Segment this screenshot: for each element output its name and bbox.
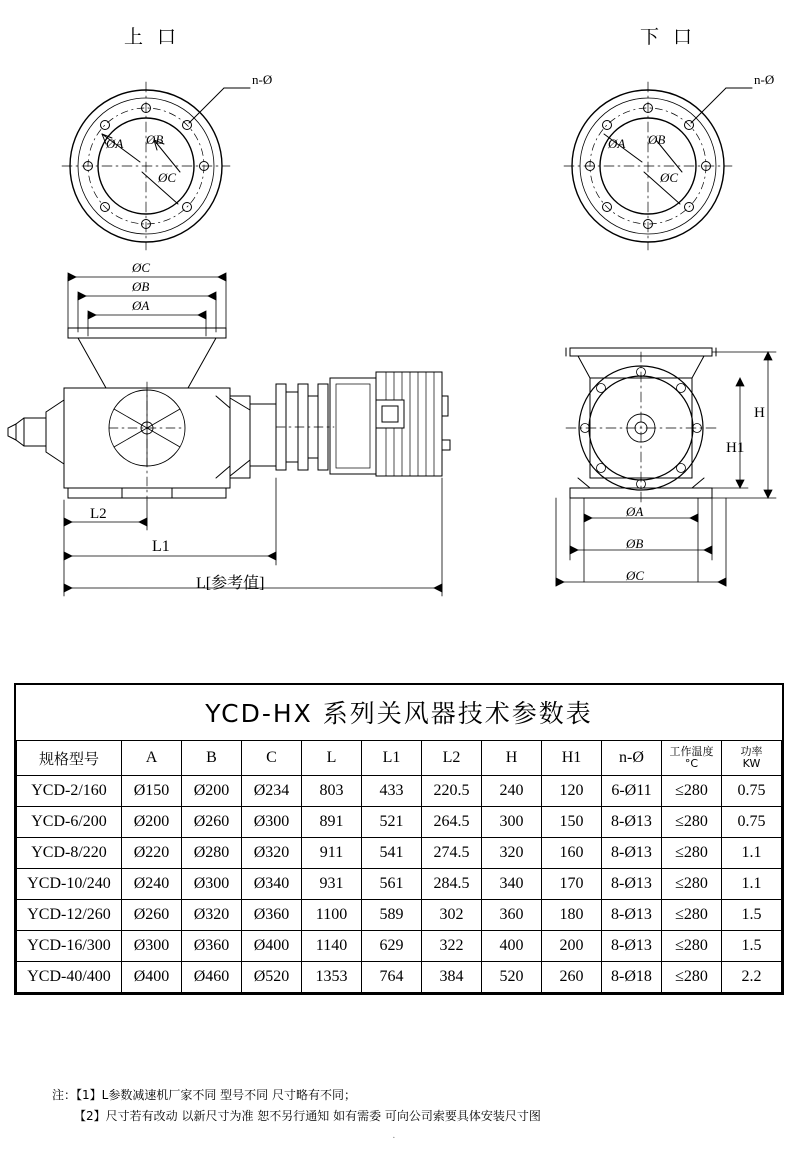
cell-temp: ≤280 bbox=[662, 962, 722, 993]
cell-c: Ø400 bbox=[242, 931, 302, 962]
dim-label-dia-c-end: ØC bbox=[626, 568, 645, 583]
cell-n: 8-Ø18 bbox=[602, 962, 662, 993]
cell-model: YCD-12/260 bbox=[17, 900, 122, 931]
cell-l: 1353 bbox=[302, 962, 362, 993]
th-a: A bbox=[122, 741, 182, 776]
dim-label-l: L[参考值] bbox=[196, 575, 265, 592]
cell-a: Ø300 bbox=[122, 931, 182, 962]
note-line-1: 注：【1】L参数减速机厂家不同 型号不同 尺寸略有不同； bbox=[52, 1088, 356, 1102]
cell-temp: ≤280 bbox=[662, 807, 722, 838]
cell-kw: 1.5 bbox=[722, 900, 782, 931]
cell-l1: 521 bbox=[362, 807, 422, 838]
cell-h1: 160 bbox=[542, 838, 602, 869]
view-title-bottom-port: 下 口 bbox=[640, 26, 697, 48]
th-h1: H1 bbox=[542, 741, 602, 776]
cell-h: 520 bbox=[482, 962, 542, 993]
cell-l: 1100 bbox=[302, 900, 362, 931]
cell-h: 300 bbox=[482, 807, 542, 838]
coupling bbox=[276, 384, 334, 470]
cell-l1: 561 bbox=[362, 869, 422, 900]
cell-l2: 220.5 bbox=[422, 776, 482, 807]
cell-model: YCD-10/240 bbox=[17, 869, 122, 900]
cell-h1: 120 bbox=[542, 776, 602, 807]
cell-c: Ø340 bbox=[242, 869, 302, 900]
note-line-2: 【2】尺寸若有改动 以新尺寸为准 恕不另行通知 如有需委 可向公司索要具体安装尺寸图 bbox=[74, 1109, 541, 1123]
spec-table bbox=[16, 740, 782, 993]
cell-b: Ø320 bbox=[182, 900, 242, 931]
cell-a: Ø200 bbox=[122, 807, 182, 838]
cell-a: Ø260 bbox=[122, 900, 182, 931]
cell-l: 803 bbox=[302, 776, 362, 807]
cell-b: Ø300 bbox=[182, 869, 242, 900]
table-row bbox=[17, 869, 782, 900]
cell-kw: 0.75 bbox=[722, 776, 782, 807]
cell-l2: 284.5 bbox=[422, 869, 482, 900]
cell-l1: 629 bbox=[362, 931, 422, 962]
spec-table-container bbox=[14, 683, 784, 995]
callout-dia-c-top: ØC bbox=[158, 170, 177, 185]
cell-l1: 764 bbox=[362, 962, 422, 993]
cell-kw: 1.1 bbox=[722, 838, 782, 869]
cell-l2: 322 bbox=[422, 931, 482, 962]
cell-h: 340 bbox=[482, 869, 542, 900]
cell-a: Ø150 bbox=[122, 776, 182, 807]
cell-b: Ø360 bbox=[182, 931, 242, 962]
cell-h1: 170 bbox=[542, 869, 602, 900]
cell-l2: 384 bbox=[422, 962, 482, 993]
cell-model: YCD-8/220 bbox=[17, 838, 122, 869]
cell-l1: 433 bbox=[362, 776, 422, 807]
cell-l: 1140 bbox=[302, 931, 362, 962]
spec-table-title: YCD-HX 系列关风器技术参数表 bbox=[205, 699, 593, 728]
cell-b: Ø260 bbox=[182, 807, 242, 838]
th-c: C bbox=[242, 741, 302, 776]
th-l2: L2 bbox=[422, 741, 482, 776]
cell-h1: 180 bbox=[542, 900, 602, 931]
table-row bbox=[17, 962, 782, 993]
dim-label-h1: H1 bbox=[726, 440, 745, 456]
th-power-label: 功率 bbox=[740, 745, 763, 759]
cell-l1: 589 bbox=[362, 900, 422, 931]
callout-dia-a-bottom: ØA bbox=[608, 136, 626, 151]
motor bbox=[376, 372, 450, 476]
dim-label-dia-c-side: ØC bbox=[132, 260, 151, 275]
cell-temp: ≤280 bbox=[662, 776, 722, 807]
dim-label-dia-b-side: ØB bbox=[132, 279, 150, 294]
th-working-temp-unit: °C bbox=[684, 757, 699, 770]
cell-h: 400 bbox=[482, 931, 542, 962]
cell-l2: 302 bbox=[422, 900, 482, 931]
cell-kw: 1.5 bbox=[722, 931, 782, 962]
th-b: B bbox=[182, 741, 242, 776]
cell-h1: 260 bbox=[542, 962, 602, 993]
view-title-top-port: 上 口 bbox=[124, 26, 181, 48]
dim-label-dia-a-side: ØA bbox=[132, 298, 150, 313]
cell-model: YCD-6/200 bbox=[17, 807, 122, 838]
callout-dia-b-top: ØB bbox=[146, 132, 164, 147]
cell-h: 360 bbox=[482, 900, 542, 931]
table-row bbox=[17, 838, 782, 869]
cell-model: YCD-40/400 bbox=[17, 962, 122, 993]
th-power-unit: KW bbox=[742, 757, 761, 770]
th-n-hole: n-Ø bbox=[602, 741, 662, 776]
cell-h: 320 bbox=[482, 838, 542, 869]
th-l: L bbox=[302, 741, 362, 776]
cell-model: YCD-16/300 bbox=[17, 931, 122, 962]
gearbox bbox=[330, 378, 376, 474]
cell-l: 931 bbox=[302, 869, 362, 900]
end-elevation-view bbox=[556, 348, 776, 586]
cell-kw: 0.75 bbox=[722, 807, 782, 838]
cell-n: 8-Ø13 bbox=[602, 931, 662, 962]
left-inspection-cone bbox=[8, 400, 64, 464]
table-row bbox=[17, 807, 782, 838]
cell-b: Ø200 bbox=[182, 776, 242, 807]
cell-a: Ø220 bbox=[122, 838, 182, 869]
dim-label-l1: L1 bbox=[152, 538, 170, 555]
cell-temp: ≤280 bbox=[662, 900, 722, 931]
th-h: H bbox=[482, 741, 542, 776]
cell-c: Ø300 bbox=[242, 807, 302, 838]
cell-h: 240 bbox=[482, 776, 542, 807]
page-footer-mark: · bbox=[392, 1132, 396, 1144]
dim-label-dia-b-end: ØB bbox=[626, 536, 644, 551]
flange-view-top bbox=[62, 82, 250, 250]
th-working-temp bbox=[662, 741, 722, 776]
side-elevation-view bbox=[8, 273, 450, 596]
dim-label-h: H bbox=[754, 405, 765, 421]
cell-h1: 200 bbox=[542, 931, 602, 962]
table-header-row bbox=[17, 741, 782, 776]
cell-a: Ø400 bbox=[122, 962, 182, 993]
bearing-support bbox=[216, 396, 276, 478]
cell-n: 6-Ø11 bbox=[602, 776, 662, 807]
cell-l: 891 bbox=[302, 807, 362, 838]
th-l1: L1 bbox=[362, 741, 422, 776]
dim-label-dia-a-end: ØA bbox=[626, 504, 644, 519]
cell-temp: ≤280 bbox=[662, 931, 722, 962]
cell-kw: 2.2 bbox=[722, 962, 782, 993]
flange-view-bottom bbox=[564, 82, 752, 250]
table-row bbox=[17, 931, 782, 962]
cell-temp: ≤280 bbox=[662, 869, 722, 900]
cell-l2: 264.5 bbox=[422, 807, 482, 838]
cell-n: 8-Ø13 bbox=[602, 869, 662, 900]
cell-l2: 274.5 bbox=[422, 838, 482, 869]
dim-label-l2: L2 bbox=[90, 506, 107, 522]
cell-a: Ø240 bbox=[122, 869, 182, 900]
callout-n-hole-bottom: n-Ø bbox=[754, 72, 775, 87]
th-model: 规格型号 bbox=[17, 741, 122, 776]
cell-temp: ≤280 bbox=[662, 838, 722, 869]
callout-dia-c-bottom: ØC bbox=[660, 170, 679, 185]
callout-dia-a-top: ØA bbox=[106, 136, 124, 151]
cell-n: 8-Ø13 bbox=[602, 900, 662, 931]
cell-n: 8-Ø13 bbox=[602, 807, 662, 838]
table-row bbox=[17, 776, 782, 807]
cell-b: Ø460 bbox=[182, 962, 242, 993]
table-body bbox=[17, 776, 782, 993]
cell-kw: 1.1 bbox=[722, 869, 782, 900]
cell-c: Ø320 bbox=[242, 838, 302, 869]
cell-c: Ø520 bbox=[242, 962, 302, 993]
th-working-temp-label: 工作温度 bbox=[669, 745, 714, 759]
cell-b: Ø280 bbox=[182, 838, 242, 869]
cell-c: Ø360 bbox=[242, 900, 302, 931]
cell-n: 8-Ø13 bbox=[602, 838, 662, 869]
cell-model: YCD-2/160 bbox=[17, 776, 122, 807]
table-row bbox=[17, 900, 782, 931]
cell-c: Ø234 bbox=[242, 776, 302, 807]
callout-n-hole-top: n-Ø bbox=[252, 72, 273, 87]
callout-dia-b-bottom: ØB bbox=[648, 132, 666, 147]
cell-l1: 541 bbox=[362, 838, 422, 869]
notes-block bbox=[52, 1085, 541, 1127]
cell-h1: 150 bbox=[542, 807, 602, 838]
th-power bbox=[722, 741, 782, 776]
cell-l: 911 bbox=[302, 838, 362, 869]
